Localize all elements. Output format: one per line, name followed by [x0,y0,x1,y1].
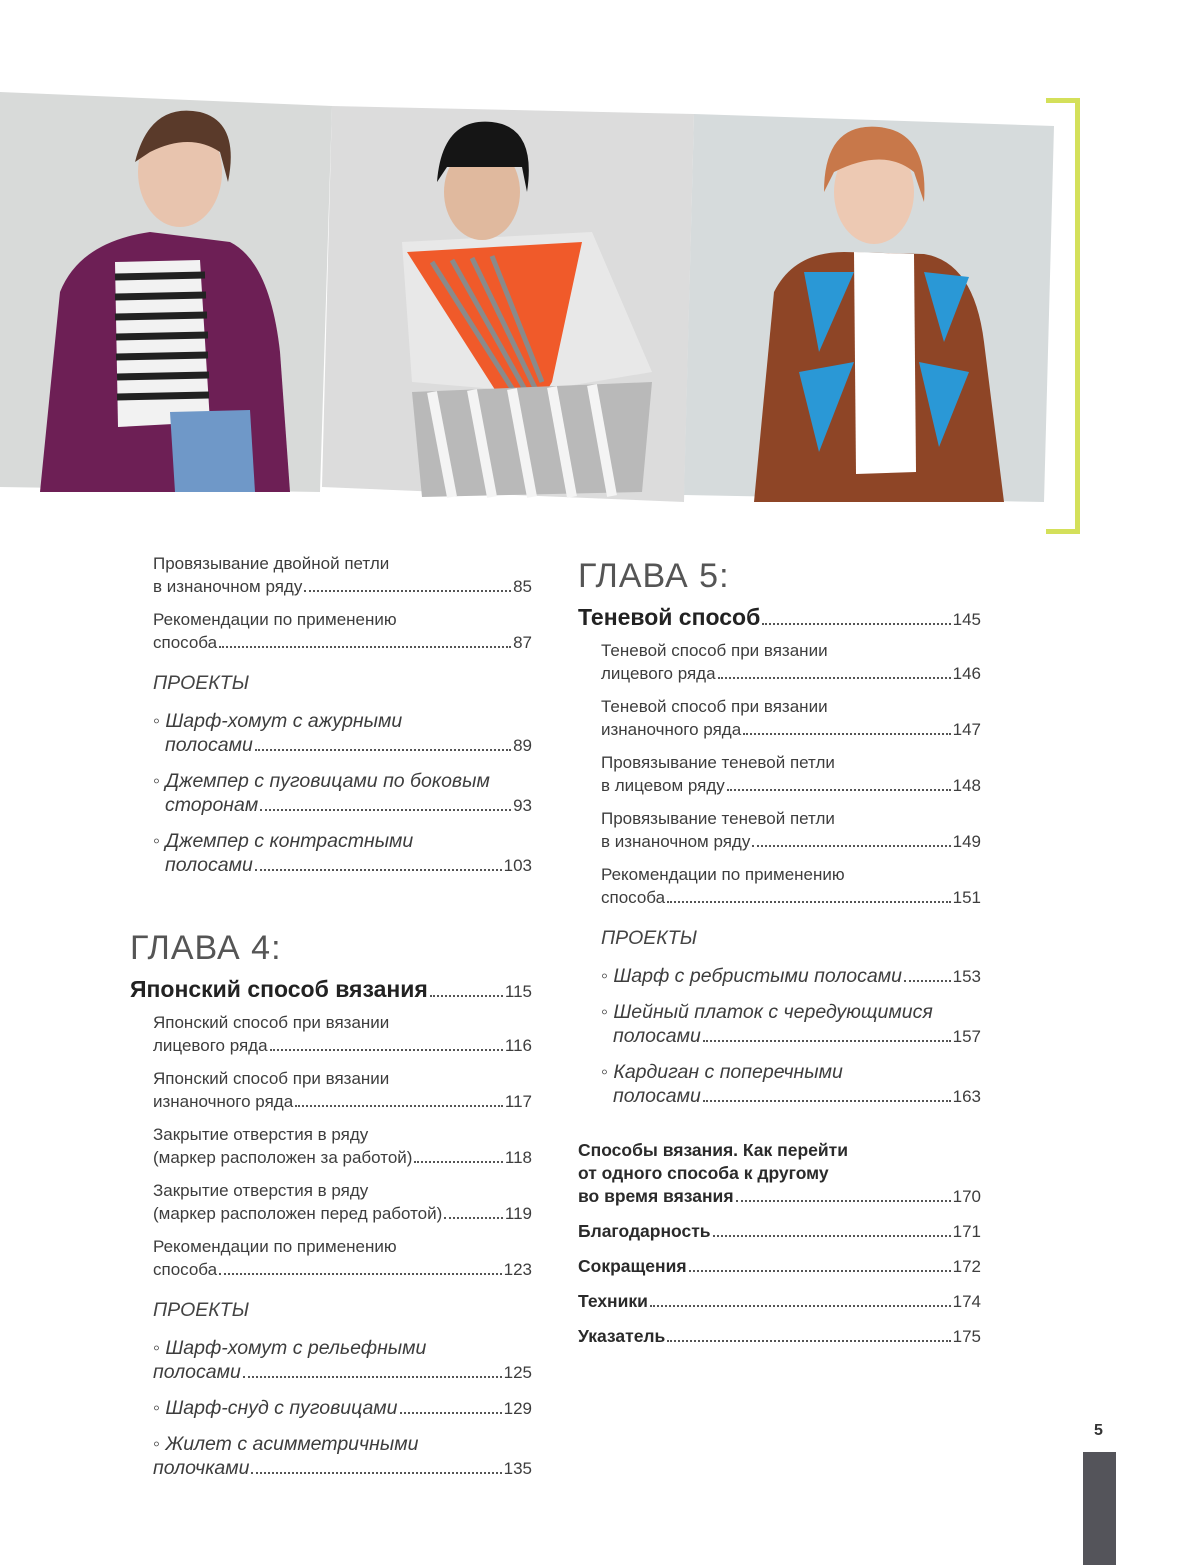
entry-line: в изнаночном ряду [153,577,303,596]
page-number: 125 [503,1363,532,1382]
toc-entry[interactable] [130,1011,532,1057]
entry-line: Закрытие отверстия в ряду [153,1125,369,1144]
entry-line: полосами [165,734,253,756]
page-number: 93 [513,796,532,815]
page-number: 170 [952,1187,981,1206]
entry-line: в изнаночном ряду [601,832,751,851]
entry-line: от одного способа к другому [578,1163,829,1183]
toc-project-entry[interactable] [130,1432,532,1481]
entry-line: Теневой способ при вязании [601,641,828,660]
entry-line: ◦ Жилет с асимметричными [153,1433,419,1455]
toc-entry[interactable] [578,863,981,909]
toc-entry[interactable] [578,807,981,853]
page-number: 103 [503,856,532,875]
entry-line: ◦ Шейный платок с чередующимися [601,1001,933,1023]
entry-line: изнаночного ряда [153,1092,294,1111]
chapter-name: Японский способ вязания [130,976,428,1002]
toc-project-entry[interactable] [578,964,981,989]
entry-line: (маркер расположен перед работой) [153,1204,443,1223]
page-number: 115 [504,982,532,1001]
toc-entry[interactable] [130,1235,532,1281]
toc-right-column [578,552,981,1360]
entry-line: Рекомендации по применению [153,1237,397,1256]
entry-line: Рекомендации по применению [153,610,397,629]
entry-line: Закрытие отверстия в ряду [153,1181,369,1200]
page-number: 135 [503,1459,532,1478]
entry-line: Способы вязания. Как перейти [578,1140,848,1160]
toc-entry[interactable] [130,552,532,598]
page-number: 148 [952,776,981,795]
toc-entry[interactable] [130,1067,532,1113]
page-number: 116 [504,1036,532,1055]
entry-line: Указатель [578,1326,666,1346]
toc-entry[interactable] [578,695,981,741]
entry-line: полосами [165,854,253,876]
chapter-name: Теневой способ [578,604,761,630]
page-number: 149 [952,832,981,851]
page-number: 87 [513,633,532,652]
entry-line: Японский способ при вязании [153,1013,390,1032]
page-number: 153 [952,967,981,986]
photo-strip [0,92,1060,502]
entry-line: лицевого ряда [153,1036,268,1055]
entry-line: Благодарность [578,1221,711,1241]
entry-line: ◦ Шарф-снуд с пуговицами [153,1397,398,1419]
toc-project-entry[interactable] [130,829,532,878]
photo-brown-cardigan [684,92,1054,502]
entry-line: ◦ Шарф с ребристыми полосами [601,965,902,987]
entry-line: ◦ Кардиган с поперечными [601,1061,843,1083]
entry-line: в лицевом ряду [601,776,725,795]
entry-line: сторонам [165,794,259,816]
entry-line: Провязывание теневой петли [601,809,835,828]
page-number: 85 [513,577,532,596]
page-number: 89 [513,736,532,755]
toc-entry[interactable] [130,1179,532,1225]
toc-backmatter-entry[interactable] [578,1255,981,1278]
projects-heading: ПРОЕКТЫ [153,672,249,694]
toc-entry[interactable] [578,639,981,685]
photo-orange-shawl [322,92,694,502]
chapter-4-heading[interactable] [130,976,532,1003]
entry-line: ◦ Шарф-хомут с рельефными [153,1337,427,1359]
page-number: 175 [952,1327,981,1346]
entry-line: во время вязания [578,1186,734,1206]
page-number: 129 [503,1399,532,1418]
entry-line: полосами [613,1085,701,1107]
page-number: 163 [952,1087,981,1106]
entry-line: Провязывание двойной петли [153,554,390,573]
toc-project-entry[interactable] [130,1396,532,1421]
entry-line: Рекомендации по применению [601,865,845,884]
page-number: 151 [952,888,981,907]
page-tab [1083,1452,1116,1565]
chapter-4-title: ГЛАВА 4: [130,929,282,967]
toc-entry[interactable] [578,751,981,797]
entry-line: Теневой способ при вязании [601,697,828,716]
entry-line: способа [153,633,218,652]
entry-line: ◦ Джемпер с контрастными [153,830,414,852]
toc-backmatter-entry[interactable] [578,1139,981,1208]
photo-purple-cardigan [0,92,332,492]
toc-backmatter-entry[interactable] [578,1325,981,1348]
toc-project-entry[interactable] [130,1336,532,1385]
projects-heading: ПРОЕКТЫ [153,1299,249,1321]
entry-line: ◦ Шарф-хомут с ажурными [153,710,403,732]
page-number: 171 [952,1222,981,1241]
entry-line: изнаночного ряда [601,720,742,739]
page-number: 146 [952,664,981,683]
entry-line: полочками [153,1457,250,1479]
page-number: 123 [503,1260,532,1279]
page-number: 119 [504,1204,532,1223]
entry-line: Техники [578,1291,648,1311]
chapter-5-heading[interactable] [578,604,981,631]
toc-project-entry[interactable] [130,709,532,758]
entry-line: Провязывание теневой петли [601,753,835,772]
toc-backmatter-entry[interactable] [578,1220,981,1243]
entry-line: полосами [613,1025,701,1047]
entry-line: способа [601,888,666,907]
toc-entry[interactable] [130,1123,532,1169]
toc-project-entry[interactable] [578,1000,981,1049]
page-number-label: 5 [1094,1422,1103,1439]
toc-left-column [130,552,532,1492]
entry-line: лицевого ряда [601,664,716,683]
entry-line: Японский способ при вязании [153,1069,390,1088]
page-number: 157 [952,1027,981,1046]
page-number: 147 [952,720,981,739]
chapter-5-title: ГЛАВА 5: [578,557,730,595]
page-number: 174 [952,1292,981,1311]
toc-backmatter-entry[interactable] [578,1290,981,1313]
toc-entry[interactable] [130,608,532,654]
page-number: 145 [952,610,981,629]
accent-bracket [1046,98,1080,534]
entry-line: Сокращения [578,1256,687,1276]
toc-project-entry[interactable] [130,769,532,818]
entry-line: способа [153,1260,218,1279]
page-number: 118 [504,1148,532,1167]
page-number: 117 [504,1092,532,1111]
entry-line: полосами [153,1361,241,1383]
toc-project-entry[interactable] [578,1060,981,1109]
projects-heading: ПРОЕКТЫ [601,927,697,949]
page-number: 172 [952,1257,981,1276]
entry-line: (маркер расположен за работой) [153,1148,413,1167]
entry-line: ◦ Джемпер с пуговицами по боковым [153,770,490,792]
